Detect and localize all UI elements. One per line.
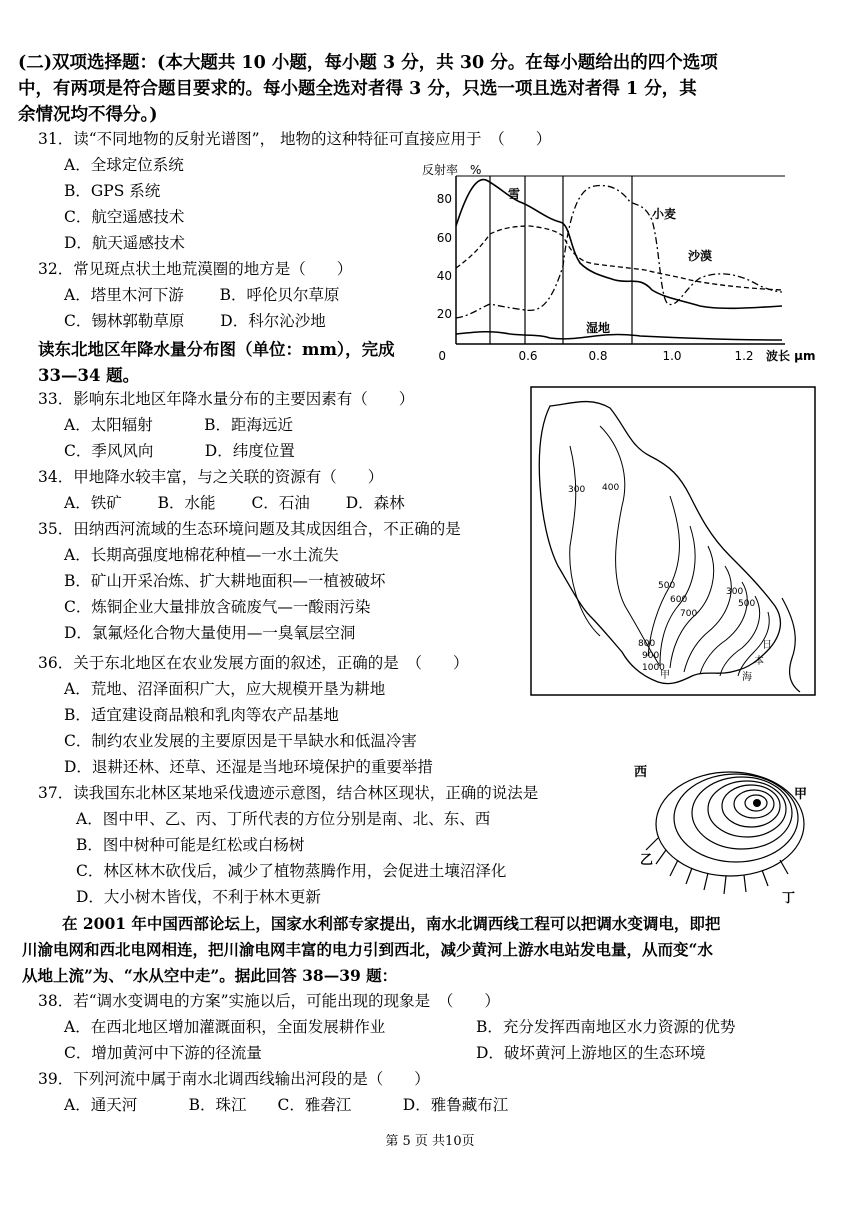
map-isohyet-1000: 1000 [642,663,665,673]
spectrum-y-tick-60: 60 [436,231,452,245]
question-34-stem: 34．甲地降水较丰富，与之关联的资源有（ ） [38,468,384,486]
question-33-options-cd: C．季风风向 D．纬度位置 [64,442,295,460]
question-38-stem: 38．若“调水变调电的方案”实施以后，可能出现的现象是 （ ） [38,992,500,1010]
question-35-stem: 35．田纳西河流域的生态环境问题及其成因组合，不正确的是 [38,520,461,538]
question-32-stem: 32．常见斑点状土地荒漠圈的地方是（ ） [38,260,353,278]
intro-33-line1: 读东北地区年降水量分布图（单位：mm），完成 [38,340,395,359]
stump-roots [646,838,788,894]
stump-label-yi: 乙 [640,853,654,868]
question-37-option-c: C．林区林木砍伐后，减少了植物蒸腾作用，会促进土壤沼泽化 [76,862,507,880]
question-36-option-c: C．制约农业发展的主要原因是干旱缺水和低温冷害 [64,732,417,750]
question-38-option-b: B．充分发挥西南地区水力资源的优势 [476,1018,736,1036]
map-isohyet-700: 700 [680,609,698,619]
question-38-option-a: A．在西北地区增加灌溉面积，全面发展耕作业 [64,1018,386,1036]
spectrum-x-tick-0-6: 0.6 [518,349,538,363]
spectrum-y-title: 反射率 % [422,163,482,177]
map-isohyet-900: 900 [642,651,660,661]
spectrum-x-tick-1-2: 1.2 [734,349,754,363]
spectrum-snow-curve [456,180,782,309]
question-39-stem: 39．下列河流中属于南水北调西线输出河段的是（ ） [38,1070,430,1088]
spectrum-y-tick-40: 40 [436,269,452,283]
question-36-stem: 36．关于东北地区在农业发展方面的叙述，正确的是 （ ） [38,654,469,672]
question-38-option-c: C．增加黄河中下游的径流量 [64,1044,262,1062]
map-isohyet-800: 800 [638,639,656,649]
map-isohyet-400: 400 [602,483,620,493]
question-36-option-d: D．退耕还林、还草、还湿是当地环境保护的重要举措 [64,758,433,776]
question-39-options: A．通天河 B．珠江 C．雅砻江 D．雅鲁藏布江 [64,1096,509,1114]
spectrum-wheat-curve [456,186,782,318]
question-37-option-a: A．图中甲、乙、丙、丁所代表的方位分别是南、北、东、西 [76,810,491,828]
northeast-precipitation-map [530,386,816,696]
map-isohyet-300: 300 [568,485,586,495]
spectrum-label-desert: 沙漠 [688,249,713,263]
spectrum-label-wheat: 小麦 [652,207,677,221]
page-footer: 第 5 页 共10页 [385,1134,475,1149]
question-33-options-ab: A．太阳辐射 B．距海远近 [64,416,294,434]
question-38-option-d: D．破坏黄河上游地区的生态环境 [476,1044,706,1062]
question-37-option-b: B．图中树种可能是红松或白杨树 [76,836,305,854]
question-31-option-a: A．全球定位系统 [64,156,184,174]
stump-label-ding: 丁 [782,891,796,906]
stump-label-xi: 西 [634,765,648,780]
spectrum-y-tick-80: 80 [436,192,452,206]
map-isohyet-600: 600 [670,595,688,605]
question-31-option-d: D．航天遥感技术 [64,234,185,252]
question-36-option-b: B．适宜建设商品粮和乳肉等农产品基地 [64,706,339,724]
map-label-ri: 日 [762,640,772,651]
spectrum-y-tick-20: 20 [436,307,452,321]
map-label-ben: 本 [754,656,764,667]
question-32-options-cd: C．锡林郭勒草原 D．科尔沁沙地 [64,312,326,330]
map-isohyet-500: 500 [658,581,676,591]
question-37-option-d: D．大小树木皆伐，不利于林木更新 [76,888,321,906]
question-37-stem: 37．读我国东北林区某地采伐遗迹示意图，结合林区现状，正确的说法是 [38,784,539,802]
question-34-options: A．铁矿 B．水能 C．石油 D．森林 [64,494,405,512]
question-35-option-d: D．氯氟烃化合物大量使用—一臭氧层空洞 [64,624,356,642]
question-31-option-c: C．航空遥感技术 [64,208,185,226]
section-header-line1: (二)双项选择题：(本大题共 10 小题，每小题 3 分，共 30 分。在每小题给出的四个选项 [18,53,718,73]
spectrum-y-tick-0: 0 [438,349,446,363]
spectrum-label-snow: 雪 [508,187,521,201]
intro-38-line2: 川渝电网和西北电网相连，把川渝电网丰富的电力引到西北，减少黄河上游水电站发电量，从而变“水 [22,940,713,959]
question-35-option-c: C．炼铜企业大量排放含硫废气—一酸雨污染 [64,598,371,616]
map-label-hai: 海 [742,672,752,683]
tree-stump-figure [630,758,816,908]
question-33-stem: 33．影响东北地区年降水量分布的主要因素有（ ） [38,390,415,408]
spectrum-x-tick-1-0: 1.0 [662,349,682,363]
stump-center [753,799,761,807]
spectrum-x-tick-0-8: 0.8 [588,349,608,363]
spectrum-label-wetland: 湿地 [586,321,611,335]
section-header-line3: 余情况均不得分。) [18,105,158,125]
map-label-jia: 甲 [660,670,670,681]
reflectance-spectrum-figure [420,158,820,368]
intro-33-line2: 33—34 题。 [38,366,140,385]
section-header-line2: 中，有两项是符合题目要求的。每小题全选对者得 3 分，只选一项且选对者得 1 分，其 [18,79,697,99]
question-36-option-a: A．荒地、沼泽面积广大，应大规模开垦为耕地 [64,680,386,698]
question-32-options-ab: A．塔里木河下游 B．呼伦贝尔草原 [64,286,340,304]
stump-label-jia: 甲 [794,787,808,802]
intro-38-line3: 从地上流”为、“水从空中走”。据此回答 38—39 题： [22,966,398,985]
map-isohyet-500-east: 500 [738,599,756,609]
question-31-stem: 31．读“不同地物的反射光谱图”， 地物的这种特征可直接应用于 （ ） [38,130,552,148]
map-frame [531,387,815,695]
question-31-option-b: B．GPS 系统 [64,182,161,200]
map-isohyet-300-east: 300 [726,587,744,597]
question-35-option-a: A．长期高强度地棉花种植—一水土流失 [64,546,339,564]
spectrum-x-title: 波长 μm [766,349,816,363]
spectrum-wetland-curve [456,332,782,340]
intro-38-line1: 在 2001 年中国西部论坛上，国家水利部专家提出，南水北调西线工程可以把调水变调电，即把 [62,914,721,933]
question-35-option-b: B．矿山开采冶炼、扩大耕地面积—一植被破坏 [64,572,386,590]
